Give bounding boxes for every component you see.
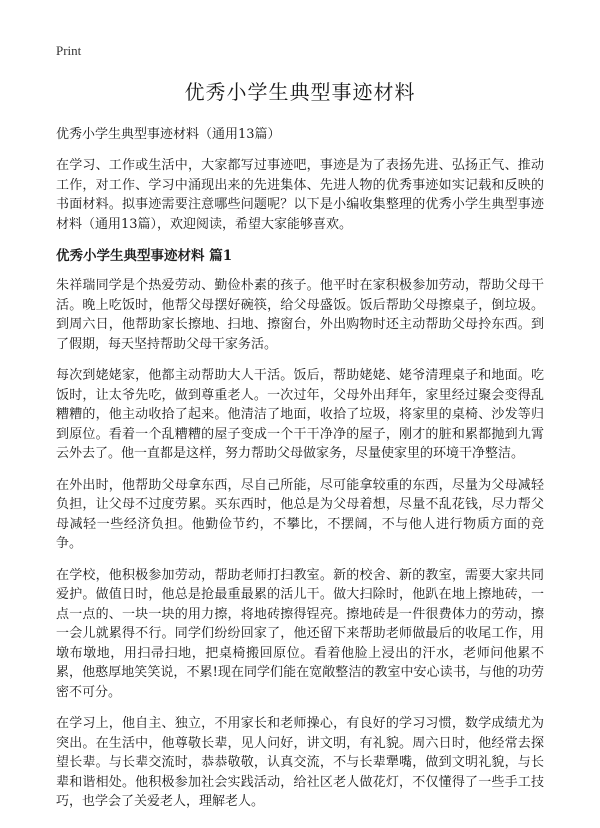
body-paragraph-3: 在外出时，他帮助父母拿东西，尽自己所能，尽可能拿较重的东西，尽量为父母减轻负担，让父母不过度劳累。买东西时，他总是为父母着想，尽量不乱花钱，尽力帮父母减轻一些经济负担。他勤俭节约，不攀比，不摆阔，不与他人进行物质方面的竞争。 <box>56 477 544 551</box>
section-heading: 优秀小学生典型事迹材料 篇1 <box>56 248 233 264</box>
body-paragraph-5: 在学习上，他自主、独立，不用家长和老师操心，有良好的学习习惯，数学成绩尤为突出。在生活中，他尊敬长辈，见人问好，讲文明，有礼貌。周六日时，他经常去探望长辈。与长辈交流时，恭恭敬敬，认真交流，不与长辈犟嘴，做到文明礼貌，与长辈和谐相处。他积极参加社会实践活动，给社区老人做花灯，不仅懂得了一些手工技巧，也学会了关爱老人，理解老人。 <box>56 716 544 809</box>
document-title: 优秀小学生典型事迹材料 <box>184 80 416 104</box>
body-paragraph-2: 每次到姥姥家，他都主动帮助大人干活。饭后，帮助姥姥、姥爷清理桌子和地面。吃饭时，让太爷先吃，做到尊重老人。一次过年，父母外出拜年，家里经过聚会变得乱糟糟的，他主动收拾了起来。他清洁了地面，收拾了垃圾，将家里的桌椅、沙发等归到原位。看着一个乱糟糟的屋子变成一个干干净净的屋子，刚才的脏和累都抛到九霄云外去了。他一直都是这样，努力帮助父母做家务，尽量使家里的环境干净整洁。 <box>56 368 544 461</box>
body-paragraph-1: 朱祥瑞同学是个热爱劳动、勤俭朴素的孩子。他平时在家积极参加劳动，帮助父母干活。晚上吃饭时，他帮父母摆好碗筷，给父母盛饭。饭后帮助父母擦桌子，倒垃圾。到周六日，他帮助家长擦地、扫地、擦窗台，外出购物时还主动帮助父母拎东西。到了假期，每天坚持帮助父母干家务活。 <box>56 278 544 352</box>
intro-paragraph: 在学习、工作或生活中，大家都写过事迹吧，事迹是为了表扬先进、弘扬正气、推动工作，对工作、学习中涌现出来的先进集体、先进人物的优秀事迹如实记载和反映的书面材料。拟事迹需要注意哪些问题呢？以下是小编收集整理的优秀小学生典型事迹材料（通用13篇），欢迎阅读，希望大家能够喜欢。 <box>56 158 544 232</box>
body-paragraph-4: 在学校，他积极参加劳动，帮助老师打扫教室。新的校舍、新的教室，需要大家共同爱护。做值日时，他总是抢最重最累的活儿干。做大扫除时，他趴在地上擦地砖，一点一点的、一块一块的用力擦，将地砖擦得锃亮。擦地砖是一件很费体力的劳动，擦一会儿就累得不行。同学们纷纷回家了，他还留下来帮助老师做最后的收尾工作，用墩布墩地，用扫帚扫地，把桌椅搬回原位。看着他脸上浸出的汗水，老师问他累不累，他憨厚地笑笑说，不累!现在同学们能在宽敞整洁的教室中安心读书，与他的功劳密不可分。 <box>56 567 544 700</box>
document-subtitle: 优秀小学生典型事迹材料（通用13篇） <box>56 127 281 142</box>
print-link[interactable]: Print <box>56 43 82 58</box>
